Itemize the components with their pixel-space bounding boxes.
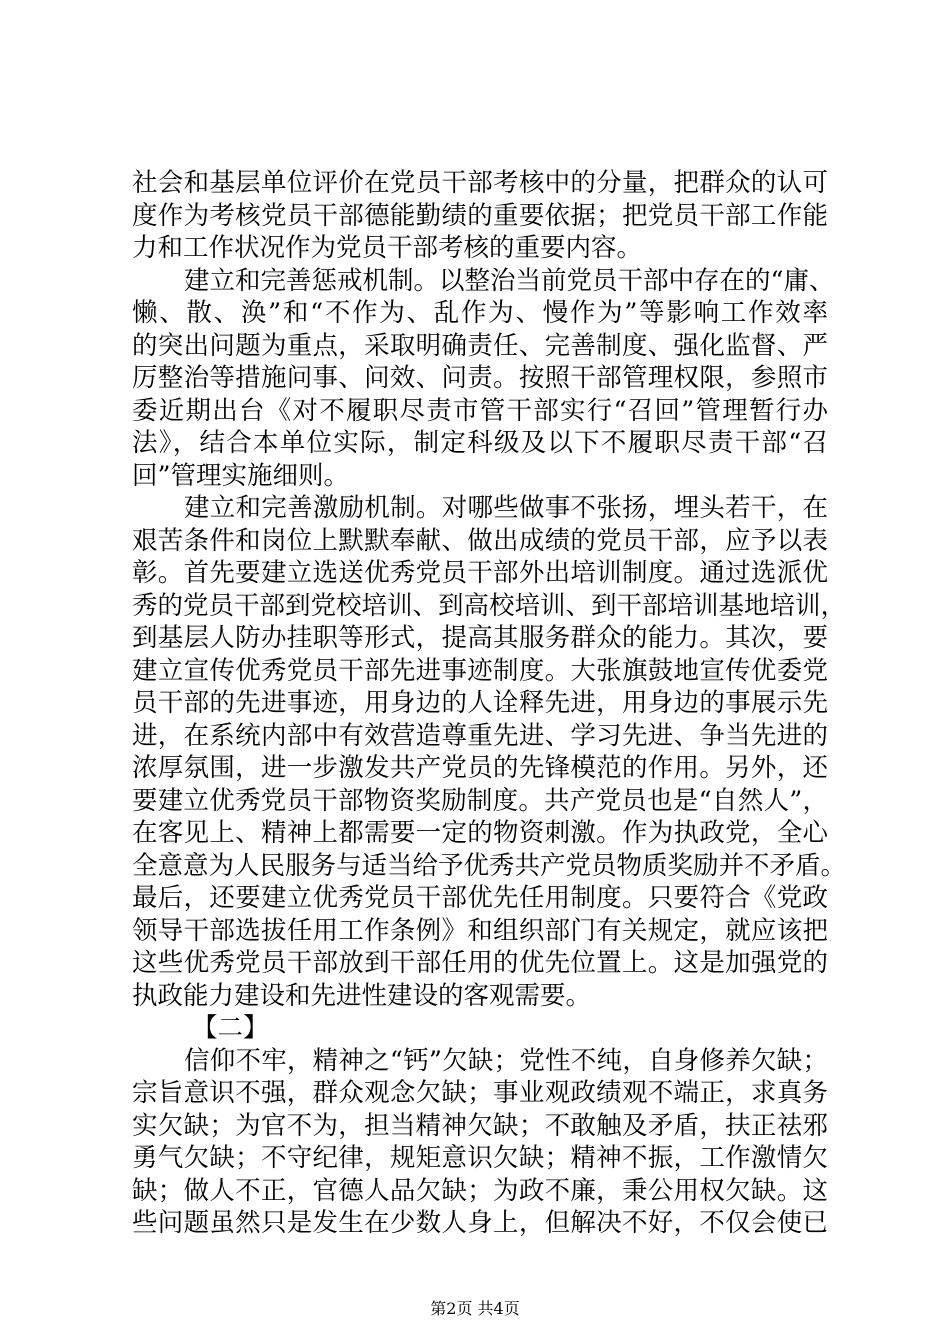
- text-line: 宗旨意识不强，群众观念欠缺；事业观政绩观不端正，求真务: [132, 1078, 828, 1108]
- text-line: 领导干部选拔任用工作条例》和组织部门有关规定，就应该把: [132, 915, 828, 946]
- text-line: 执政能力建设和先进性建设的客观需要。: [132, 980, 592, 1011]
- text-line: 厉整治等措施问事、问效、问责。按照干部管理权限，参照市: [132, 363, 828, 393]
- section-heading: [132, 1012, 828, 1045]
- paragraph-1: [132, 167, 828, 265]
- text-line: 委近期出台《对不履职尽责市管干部实行“召回”管理暂行办: [132, 395, 828, 426]
- text-line: 力和工作状况作为党员干部考核的重要内容。: [132, 233, 643, 263]
- text-line: 最后，还要建立优秀党员干部优先任用制度。只要符合《党政: [132, 883, 828, 913]
- text-line: 勇气欠缺；不守纪律，规矩意识欠缺；精神不振，工作激情欠: [132, 1143, 828, 1173]
- text-line: 懒、散、涣”和“不作为、乱作为、慢作为”等影响工作效率: [132, 298, 828, 328]
- text-line: 的突出问题为重点，采取明确责任、完善制度、强化监督、严: [132, 330, 828, 361]
- text-line: 社会和基层单位评价在党员干部考核中的分量，把群众的认可: [132, 168, 828, 198]
- text-line: 建立和完善惩戒机制。以整治当前党员干部中存在的“庸、: [184, 265, 835, 296]
- paragraph-4: [132, 1045, 828, 1240]
- section-heading-label: 【二】: [192, 1013, 269, 1043]
- text-line: 彰。首先要建立选送优秀党员干部外出培训制度。通过选派优: [132, 558, 828, 588]
- paragraph-2: [132, 265, 835, 493]
- page-footer: [0, 1296, 950, 1319]
- text-line: 些问题虽然只是发生在少数人身上，但解决不好，不仅会使已: [132, 1208, 828, 1238]
- text-line: 要建立优秀党员干部物资奖励制度。共产党员也是“自然人”，: [132, 785, 828, 816]
- text-line: 缺；做人不正，官德人品欠缺；为政不廉，秉公用权欠缺。这: [132, 1175, 828, 1206]
- text-line: 这些优秀党员干部放到干部任用的优先位置上。这是加强党的: [132, 948, 828, 978]
- paragraph-3: [132, 492, 847, 1012]
- text-line: 秀的党员干部到党校培训、到高校培训、到干部培训基地培训，: [132, 590, 847, 621]
- text-line: 艰苦条件和岗位上默默奉献、做出成绩的党员干部，应予以表: [132, 525, 828, 556]
- body-text: [132, 167, 847, 1240]
- text-line: 进，在系统内部中有效营造尊重先进、学习先进、争当先进的: [132, 720, 828, 751]
- text-line: 员干部的先进事迹，用身边的人诠释先进，用身边的事展示先: [132, 688, 828, 718]
- text-line: 信仰不牢，精神之“钙”欠缺；党性不纯，自身修养欠缺；: [184, 1045, 828, 1076]
- text-line: 建立宣传优秀党员干部先进事迹制度。大张旗鼓地宣传优委党: [132, 655, 828, 686]
- text-line: 建立和完善激励机制。对哪些做事不张扬，埋头若干，在: [184, 493, 828, 523]
- text-line: 浓厚氛围，进一步激发共产党员的先锋模范的作用。另外，还: [132, 753, 828, 783]
- text-line: 在客见上、精神上都需要一定的物资刺激。作为执政党，全心: [132, 818, 828, 848]
- text-line: 全意意为人民服务与适当给予优秀共产党员物质奖励并不矛盾。: [132, 850, 847, 881]
- text-line: 回”管理实施细则。: [132, 460, 350, 491]
- text-line: 到基层人防办挂职等形式，提高其服务群众的能力。其次，要: [132, 623, 828, 653]
- text-line: 法》，结合本单位实际，制定科级及以下不履职尽责干部“召: [132, 428, 828, 458]
- page-number-label: 第2页 共4页: [430, 1299, 520, 1318]
- text-line: 度作为考核党员干部德能勤绩的重要依据；把党员干部工作能: [132, 200, 828, 231]
- text-line: 实欠缺；为官不为，担当精神欠缺；不敢触及矛盾，扶正祛邪: [132, 1110, 828, 1141]
